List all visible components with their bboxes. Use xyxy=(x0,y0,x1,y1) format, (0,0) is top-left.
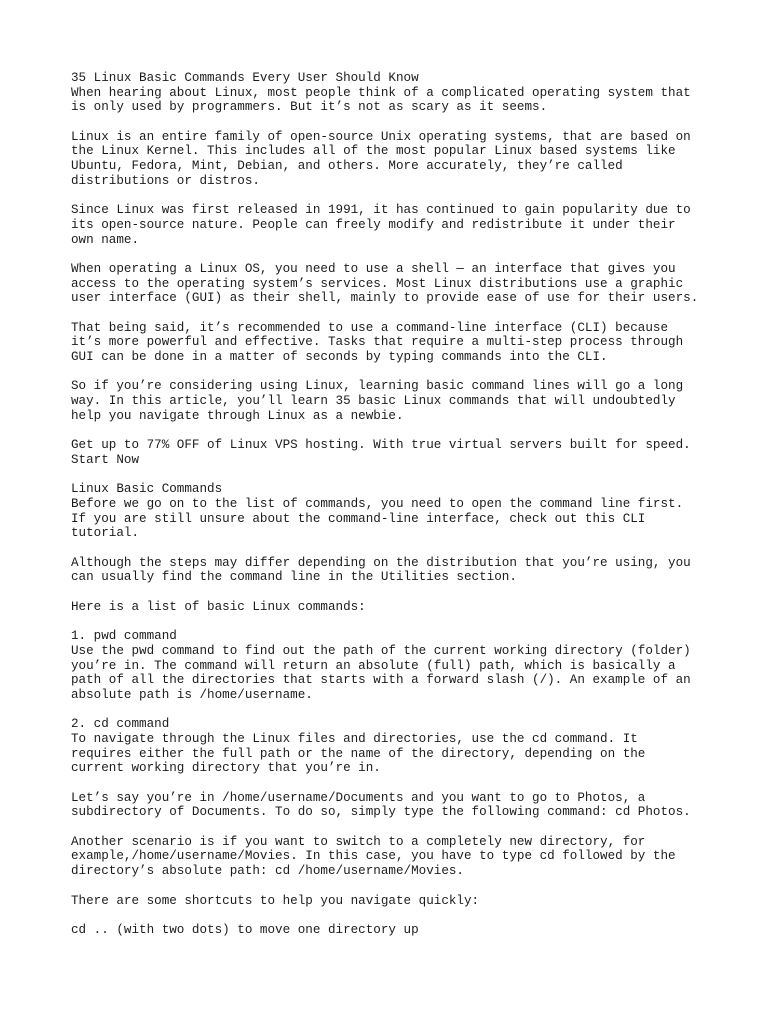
text-line: help you navigate through Linux as a newbie. xyxy=(71,408,404,423)
text-line: its open-source nature. People can freely modify and redistribute it under their xyxy=(71,217,676,232)
text-line: you’re in. The command will return an absolute (full) path, which is basically a xyxy=(71,658,676,673)
blank-line xyxy=(71,614,731,629)
text-line: There are some shortcuts to help you navigate quickly: xyxy=(71,893,480,908)
text-line: the Linux Kernel. This includes all of the most popular Linux based systems like xyxy=(71,144,676,159)
text-line: cd .. (with two dots) to move one directory up xyxy=(71,922,419,937)
text-line: tutorial. xyxy=(71,526,140,541)
text-line: directory’s absolute path: cd /home/username/Movies. xyxy=(71,864,464,879)
text-line: 1. pwd command xyxy=(71,629,177,644)
text-line: If you are still unsure about the command-line interface, check out this CLI xyxy=(71,511,646,526)
blank-line xyxy=(71,585,731,600)
text-line: Linux Basic Commands xyxy=(71,482,223,497)
blank-line xyxy=(71,879,731,894)
text-line: way. In this article, you’ll learn 35 basic Linux commands that will undoubtedly xyxy=(71,394,676,409)
blank-line xyxy=(71,468,731,483)
blank-line xyxy=(71,820,731,835)
text-line: Start Now xyxy=(71,452,140,467)
blank-line xyxy=(71,365,731,380)
text-line: distributions or distros. xyxy=(71,173,260,188)
blank-line xyxy=(71,306,731,321)
text-line: can usually find the command line in the Utilities section. xyxy=(71,570,517,585)
text-line: Linux is an entire family of open-source Unix operating systems, that are based on xyxy=(71,129,691,144)
blank-line xyxy=(71,908,731,923)
text-line: Before we go on to the list of commands, you need to open the command line first. xyxy=(71,496,684,511)
text-line: Use the pwd command to find out the path of the current working directory (folder) xyxy=(71,643,691,658)
text-line: 35 Linux Basic Commands Every User Should Know xyxy=(71,71,419,85)
text-line: requires either the full path or the name of the directory, depending on the xyxy=(71,746,646,761)
text-line: user interface (GUI) as their shell, mainly to provide ease of use for their users. xyxy=(71,291,699,306)
text-line: current working directory that you’re in. xyxy=(71,761,381,776)
text-line: Another scenario is if you want to switch to a completely new directory, for xyxy=(71,834,646,849)
text-line: Although the steps may differ depending on the distribution that you’re using, you xyxy=(71,555,691,570)
blank-line xyxy=(71,189,731,204)
text-line: absolute path is /home/username. xyxy=(71,687,313,702)
text-line: example,/home/username/Movies. In this case, you have to type cd followed by the xyxy=(71,849,676,864)
text-line: GUI can be done in a matter of seconds by typing commands into the CLI. xyxy=(71,350,608,365)
blank-line xyxy=(71,115,731,130)
text-line: it’s more powerful and effective. Tasks that require a multi-step process through xyxy=(71,335,684,350)
text-line: 2. cd command xyxy=(71,717,170,732)
document-body xyxy=(71,71,731,938)
text-line: When operating a Linux OS, you need to use a shell — an interface that gives you xyxy=(71,261,676,276)
text-line: subdirectory of Documents. To do so, simply type the following command: cd Photos. xyxy=(71,805,691,820)
text-line: access to the operating system’s services. Most Linux distributions use a graphic xyxy=(71,276,684,291)
text-line: Ubuntu, Fedora, Mint, Debian, and others. More accurately, they’re called xyxy=(71,159,623,174)
blank-line xyxy=(71,247,731,262)
blank-line xyxy=(71,703,731,718)
text-line: Let’s say you’re in /home/username/Documents and you want to go to Photos, a xyxy=(71,790,646,805)
text-line: When hearing about Linux, most people think of a complicated operating system that xyxy=(71,85,691,100)
text-line: own name. xyxy=(71,232,140,247)
text-line: is only used by programmers. But it’s not as scary as it seems. xyxy=(71,100,548,115)
text-line: So if you’re considering using Linux, learning basic command lines will go a long xyxy=(71,379,684,394)
text-line: Get up to 77% OFF of Linux VPS hosting. With true virtual servers built for speed. xyxy=(71,438,691,453)
text-line: path of all the directories that starts with a forward slash (/). An example of an xyxy=(71,673,691,688)
text-line: Here is a list of basic Linux commands: xyxy=(71,599,366,614)
blank-line xyxy=(71,541,731,556)
text-line: To navigate through the Linux files and directories, use the cd command. It xyxy=(71,731,638,746)
text-line: Since Linux was first released in 1991, it has continued to gain popularity due to xyxy=(71,203,691,218)
blank-line xyxy=(71,424,731,439)
text-line: That being said, it’s recommended to use a command-line interface (CLI) because xyxy=(71,320,669,335)
blank-line xyxy=(71,776,731,791)
